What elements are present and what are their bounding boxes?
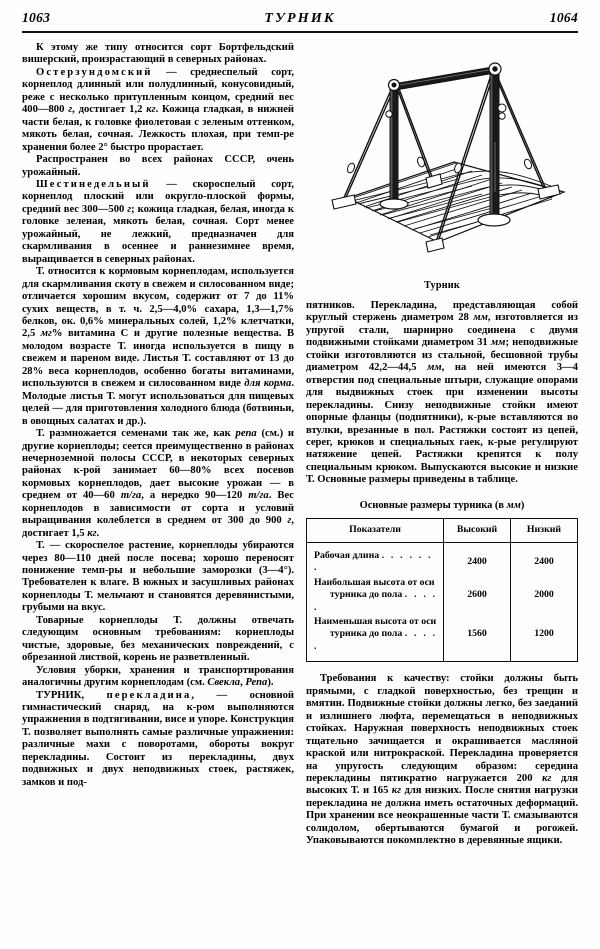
table-header-row: [307, 519, 577, 542]
row-value-high: 2600: [444, 576, 511, 615]
folio-right: 1064: [549, 10, 578, 25]
running-head: [22, 10, 578, 32]
paragraph: Т. относится к кормовым корнеплодам, используется для скармливания скоту в свежем и силосованном виде; отличается хорошим вкусом, содержит от 7 до 11% сухих веществ, в т. ч. 2,5—4,0% сахара, 1,3—1,7% белков, ок. 0,6% минеральных солей, 1,2% клетчатки, 2,5 мг% витамина С и другие полезные вещества. В молодом возрасте Т. иногда используется в пищу в свежем и пареном виде. Листья Т. составляют от 13 до 28% веса корнеплодов, особенно богаты витаминами, используются в свежем и силосованном виде для корма. Молодые листья Т. могут использоваться для пищевых целей — для приготовления холодного блюда (ботвиньи, в овощных салатах и др.).: [22, 266, 295, 427]
page-title: ТУРНИК: [264, 11, 336, 26]
sizes-table-block: [306, 500, 578, 663]
lemma: Шестинедельный: [36, 178, 151, 190]
figure-caption: Турник: [424, 280, 460, 291]
paragraph-lemma-osterzundomsky: Остерзундомский — среднеспелый сорт, корнеплод длинный или полудлинный, конусовидный, реже с несколько притупленным концом, средний вес 400—800 г, достигает 1,2 кг. Кожица гладкая, в нижней части белая, к головке фиолетовая с зеленым оттенком, мякоть белая, сочная. Лежкость плохая, при темп-ре хранения более 2° быстро прорастает.: [22, 66, 294, 153]
row-label: Наибольшая высота от оси турника до пола . . . . .: [307, 576, 444, 615]
crossbar: [389, 63, 502, 91]
guy-wires: [342, 70, 548, 248]
paragraph: Требования к качеству: стойки должны быть прямыми, с гладкой поверхностью, без трещин и вмятин. Подвижные стойки должны легко, без заеданий и излишнего люфта, перемещаться в неподвижных стойках. Наружная поверхность неподвижных стоек тщательно зачищается и окрашивается масляной краской или нитрокраской. Перекладина проверяется на упругость следующим образом: середина перекладины пятикратно нагружается 200 кг для высоких Т. и 165 кг для низких. После снятия нагрузки перекладина не должна иметь остаточных деформаций. При хранении все неокрашенные части Т. смазываются солидолом, обертываются бумагой и рогожей. Упаковываются покомплектно в деревянные ящики.: [306, 673, 578, 847]
horizontal-bar-sizes-table: [307, 519, 577, 661]
row-value-low: 2400: [534, 555, 554, 567]
paragraph: К этому же типу относится сорт Бортфельдский вишерский, произрастающий в северных районах.: [22, 42, 294, 66]
row-value-low: 2000: [534, 589, 554, 601]
lemma: Остерзундомский: [36, 66, 153, 78]
row-label: Наименьшая высота от оси турника до пола . . . . .: [307, 615, 444, 661]
row-value-low: 1200: [534, 628, 554, 640]
horizontal-bar-figure: [306, 42, 578, 294]
lemma-variant: перекладина: [106, 689, 192, 701]
entry-turnik: ТУРНИК, перекладина, — основной гимнастический снаряд, на к-ром выполняются упражнения в подтягивании, висе и упоре. Конструкция Т. позволяет выполнять самые различные упражнения: различные махи с поворотами, обороты вокруг перекладины. Состоит из перекладины, двух подвижных и двух неподвижных стоек, растяжек, замков и под-: [22, 689, 295, 788]
paragraph: Распространен во всех районах СССР, очень урожайный.: [22, 154, 294, 178]
col-header-indicator: Показатели: [307, 519, 444, 542]
paragraph: пятников. Перекладина, представляющая собой круглый стержень диаметром 28 мм, изготовляется из упругой стали, шарнирно соединена с двумя подвижными стойками диаметром 31 мм; неподвижные стойки изготовляются из стальной, бесшовной трубы диаметром 42,2—44,5 мм, на ней имеются 3—4 отверстия под специальные штыри, служащие опорами для выдвижных стоек при изменении высоты перекладины. Снизу неподвижные стойки имеют опорные фланцы (подпятники), к-рые вставляются во втулки, врезанные в пол. Растяжки состоят из цепей, серег, крюков и специальных гаек, к-рые регулируют натяжение цепей. Растяжки крепятся к полу специальным крюком. Выпускаются высокие и низкие Т. Основные размеры приведены в таблице.: [306, 300, 578, 486]
table-head: [307, 519, 577, 542]
right-text-column: [306, 42, 578, 848]
table-row: [307, 615, 577, 661]
row-label: Рабочая длина . . . . . . .: [307, 542, 444, 575]
table-caption: Основные размеры турника (в мм): [359, 499, 525, 511]
dot-leader: . . . . .: [314, 628, 438, 652]
paragraph: Условия уборки, хранения и транспортирования аналогичны другим корнеплодам (см. Свекла, Репа).: [22, 664, 294, 689]
table-border: [306, 518, 578, 662]
table-row: [307, 576, 577, 615]
left-text-column: [22, 42, 294, 789]
headword: ТУРНИК: [36, 689, 82, 701]
table-row: [307, 542, 577, 575]
row-value-high: 1560: [444, 615, 511, 661]
folio-left: 1063: [22, 10, 51, 25]
horizontal-bar-drawing: [306, 42, 578, 278]
dot-leader: . . . . .: [314, 589, 438, 613]
paragraph: Т. размножается семенами так же, как репа (см.) и другие корнеплоды; сеется преимущественно в районах нечерноземной полосы СССР, в некоторых северных районах к-рой занимает 60—80% всех посевов кормовых корнеплодов, дает высокие урожаи — в среднем от 40—60 т/га, а нередко 90—120 т/га. Вес корнеплодов в зависимости от сорта и условий выращивания колеблется в среднем от 300 до 900 г, достигает 1,5 кг.: [22, 428, 294, 539]
paragraph: Товарные корнеплоды Т. должны отвечать следующим основным требованиям: корнеплоды чистые, здоровые, без механических повреждений, с обрезанной листвой, корень не разветвленный.: [22, 614, 294, 664]
header-rule: [22, 31, 578, 33]
col-header-high: Высокий: [444, 519, 511, 542]
col-header-low: Низкий: [511, 519, 578, 542]
table-body: [307, 542, 577, 661]
dot-leader: . . . . . . .: [314, 549, 433, 574]
row-value-high: 2400: [444, 542, 511, 575]
paragraph-lemma-shestinedelny: Шестинедельный — скороспелый сорт, корнеплод плоский или округло-плоской формы, средний вес 300—500 г; кожица гладкая, белая, иногда к головке зеленая, мякоть белая, сочная. Сорт менее урожайный, не лежкий, предназначен для скармливания в осеннее и раннезимнее время, выращивается в северных районах.: [22, 178, 294, 265]
paragraph: Т. — скороспелое растение, корнеплоды убираются через 80—110 дней после посева; хорошо переносят понижение темп-ры и небольшие заморозки (3—4°). Требователен к влаге. В южных и засушливых районах корнеплоды Т. мельчают и становятся деревянистыми, грубыми на вкус.: [22, 540, 294, 614]
